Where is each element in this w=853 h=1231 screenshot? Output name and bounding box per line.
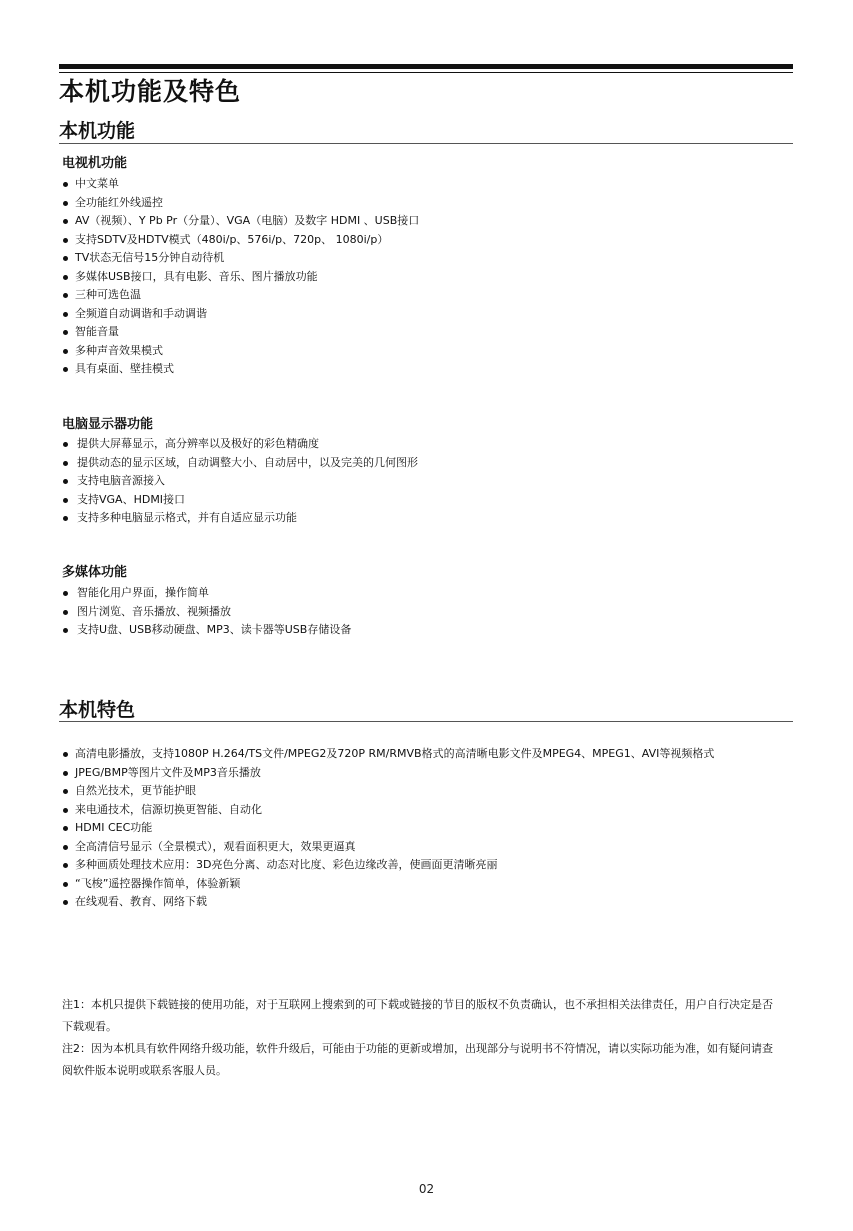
- section-rule-functions: [59, 143, 793, 144]
- list-item: 全频道自动调谐和手动调谐: [62, 305, 419, 324]
- list-item: 在线观看、教育、网络下载: [62, 893, 714, 912]
- list-item: 高清电影播放，支持1080P H.264/TS文件/MPEG2及720P RM/RMVB格式的高清晰电影文件及MPEG4、MPEG1、AVI等视频格式: [62, 745, 714, 764]
- list-item: HDMI CEC功能: [62, 819, 714, 838]
- list-item: 智能音量: [62, 323, 419, 342]
- list-item: 支持SDTV及HDTV模式（480i/p、576i/p、720p、 1080i/p）: [62, 231, 419, 250]
- header-thick-rule: [59, 64, 793, 69]
- list-item: 三种可选色温: [62, 286, 419, 305]
- section-title-functions: 本机功能: [59, 120, 136, 142]
- tv-function-list: [62, 175, 419, 379]
- list-item: 全功能红外线遥控: [62, 194, 419, 213]
- list-item: 支持电脑音源接入: [62, 472, 418, 491]
- section-title-features: 本机特色: [59, 699, 136, 721]
- header-thin-rule: [59, 72, 793, 73]
- list-item: AV（视频）、Y Pb Pr（分量）、VGA（电脑）及数字 HDMI 、USB接口: [62, 212, 419, 231]
- list-item: 多种声音效果模式: [62, 342, 419, 361]
- list-item: “飞梭”遥控器操作简单，体验新颖: [62, 875, 714, 894]
- list-item: 支持U盘、USB移动硬盘、MP3、读卡器等USB存储设备: [62, 621, 351, 640]
- subsection-title-multimedia: 多媒体功能: [62, 565, 128, 580]
- pc-function-list: [62, 435, 418, 528]
- list-item: 来电通技术，信源切换更智能、自动化: [62, 801, 714, 820]
- list-item: 中文菜单: [62, 175, 419, 194]
- feature-list: [62, 745, 714, 912]
- subsection-title-pc: 电脑显示器功能: [62, 417, 154, 432]
- list-item: 自然光技术，更节能护眼: [62, 782, 714, 801]
- notes: [62, 994, 782, 1082]
- subsection-title-tv: 电视机功能: [62, 156, 128, 171]
- page-number: 02: [418, 1182, 435, 1196]
- list-item: 智能化用户界面，操作简单: [62, 584, 351, 603]
- list-item: 提供大屏幕显示，高分辨率以及极好的彩色精确度: [62, 435, 418, 454]
- note-1: 注1：本机只提供下载链接的使用功能，对于互联网上搜索到的可下载或链接的节目的版权不负责确认，也不承担相关法律责任，用户自行决定是否下载观看。: [62, 998, 773, 1033]
- multimedia-function-list: [62, 584, 351, 640]
- page-title: 本机功能及特色: [59, 77, 242, 106]
- list-item: 多种画质处理技术应用：3D亮色分离、动态对比度、彩色边缘改善，使画面更清晰亮丽: [62, 856, 714, 875]
- list-item: 图片浏览、音乐播放、视频播放: [62, 603, 351, 622]
- list-item: 提供动态的显示区域，自动调整大小、自动居中，以及完美的几何图形: [62, 454, 418, 473]
- list-item: 支持多种电脑显示格式，并有自适应显示功能: [62, 509, 418, 528]
- section-rule-features: [59, 721, 793, 722]
- list-item: TV状态无信号15分钟自动待机: [62, 249, 419, 268]
- note-2: 注2：因为本机具有软件网络升级功能，软件升级后，可能由于功能的更新或增加，出现部分与说明书不符情况，请以实际功能为准，如有疑问请查阅软件版本说明或联系客服人员。: [62, 1042, 773, 1077]
- list-item: JPEG/BMP等图片文件及MP3音乐播放: [62, 764, 714, 783]
- list-item: 支持VGA、HDMI接口: [62, 491, 418, 510]
- list-item: 具有桌面、壁挂模式: [62, 360, 419, 379]
- list-item: 全高清信号显示（全景模式），观看面积更大，效果更逼真: [62, 838, 714, 857]
- list-item: 多媒体USB接口，具有电影、音乐、图片播放功能: [62, 268, 419, 287]
